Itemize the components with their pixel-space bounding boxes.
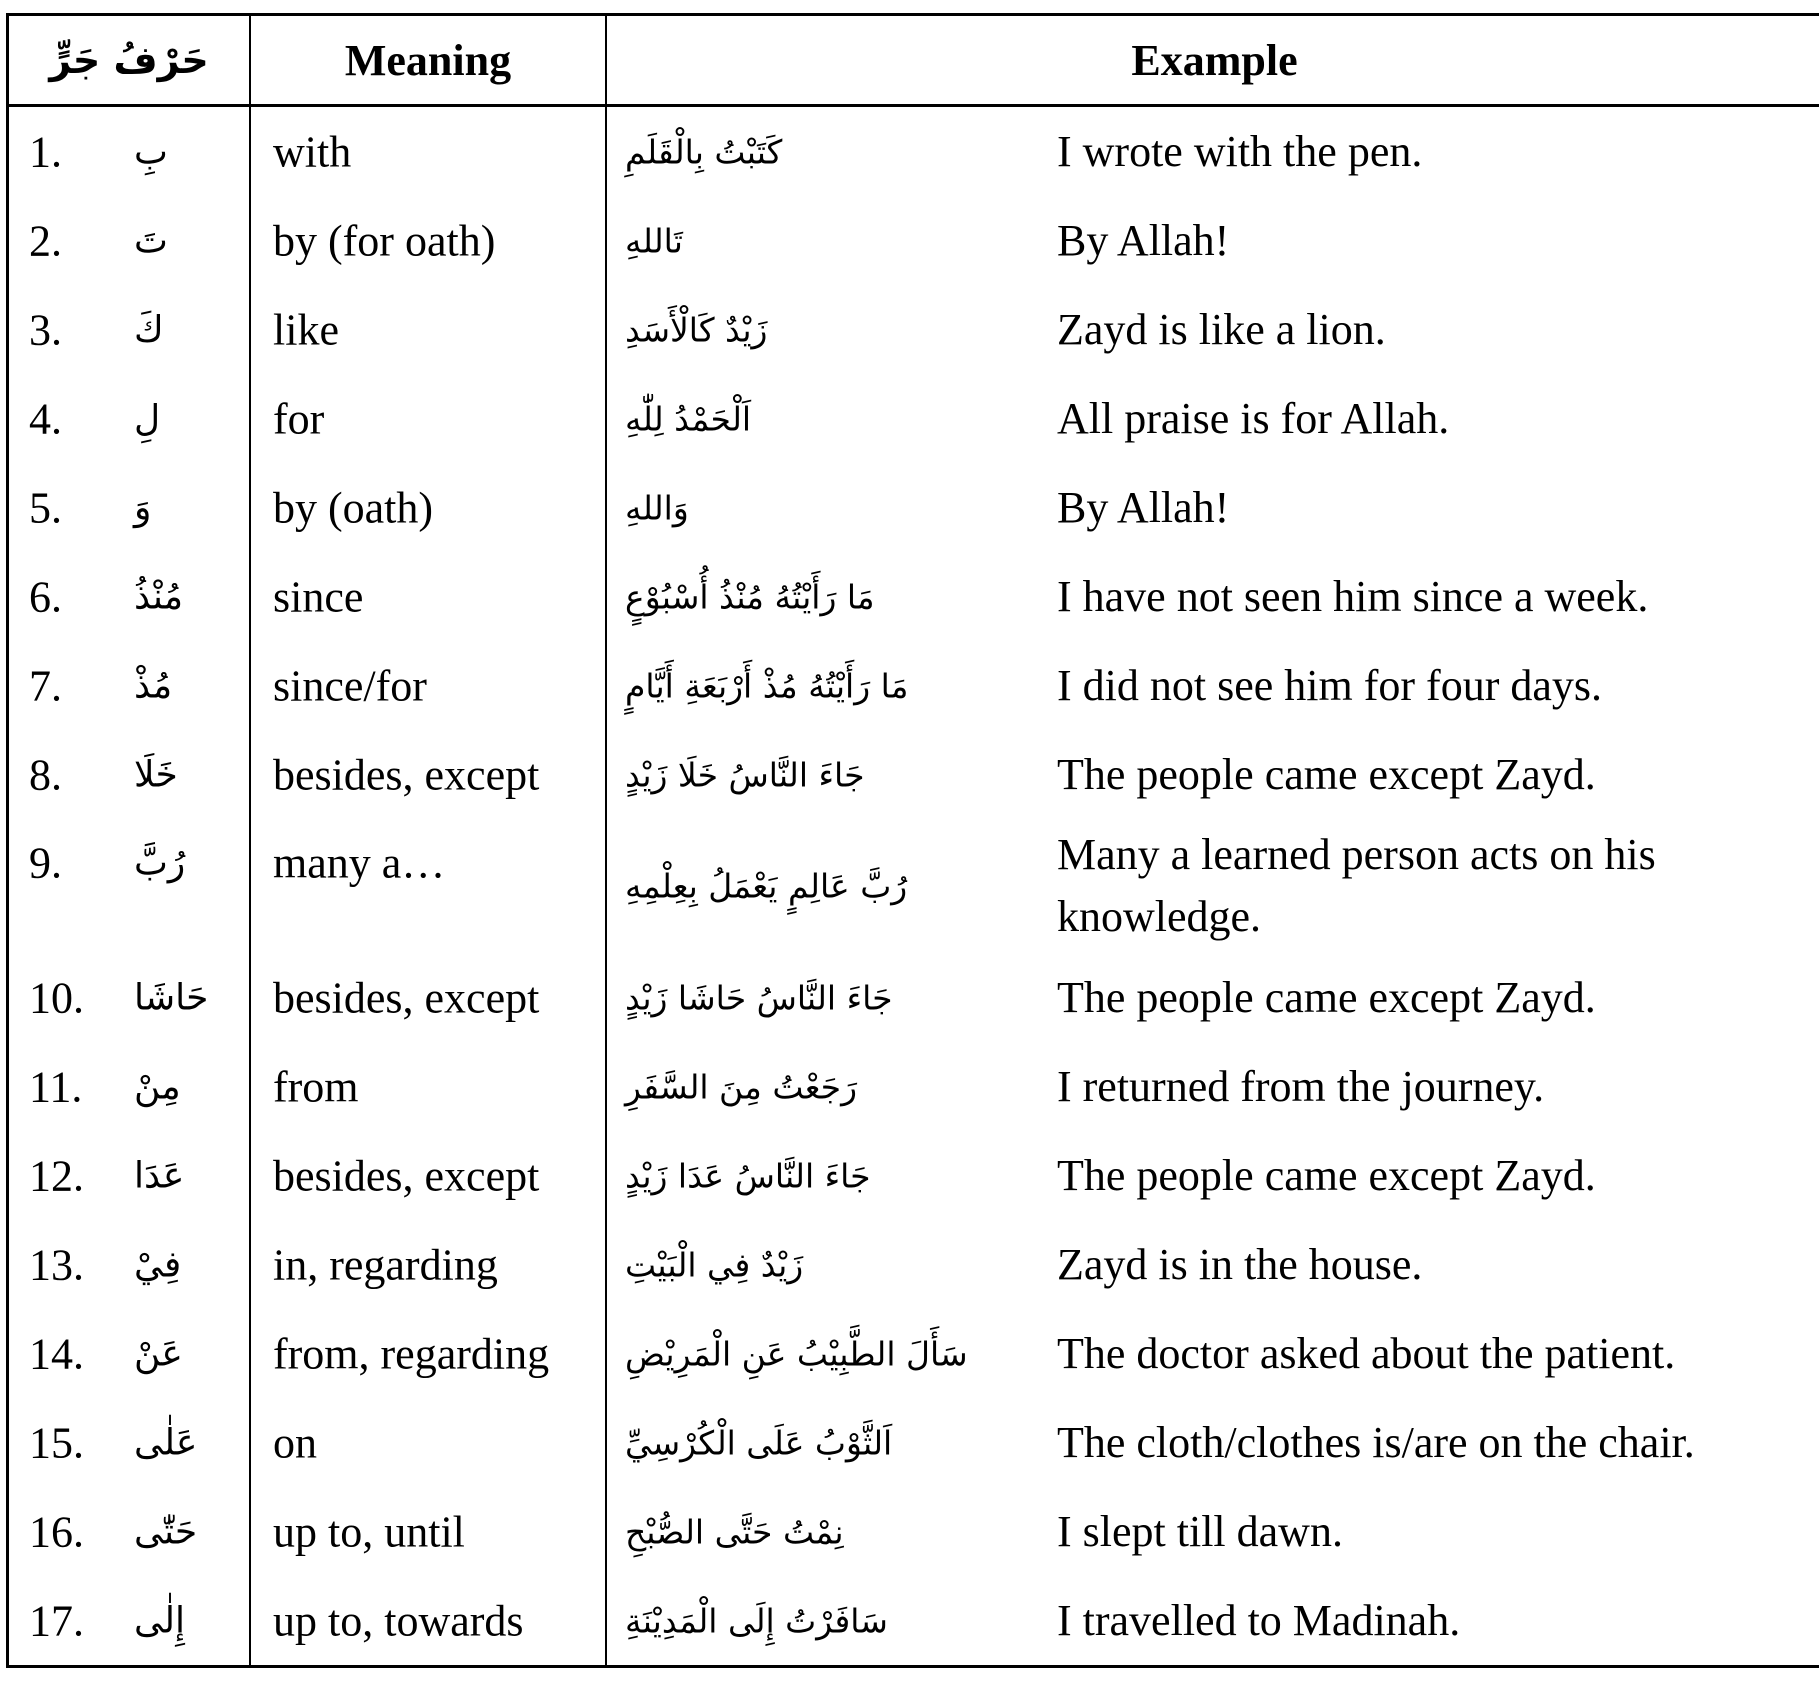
- row-number: 16.: [29, 1507, 84, 1556]
- meaning-text: from, regarding: [273, 1329, 550, 1378]
- example-arabic: تَاللهِ: [625, 221, 683, 260]
- preposition-letter: وَ: [134, 487, 152, 528]
- preposition-letter: فِيْ: [134, 1244, 182, 1285]
- example-arabic: نِمْتُ حَتَّى الصُّبْحِ: [625, 1512, 844, 1551]
- example-arabic: جَاءَ النَّاسُ خَلَا زَيْدٍ: [625, 755, 865, 794]
- row-number: 15.: [29, 1418, 84, 1467]
- example-arabic: اَلثَّوْبُ عَلَى الْكُرْسِيِّ: [625, 1423, 893, 1462]
- meaning-text: besides, except: [273, 750, 540, 799]
- meaning-text: many a…: [273, 838, 446, 888]
- table-row: [9, 1220, 1819, 1309]
- table-row: [9, 1042, 1819, 1131]
- meaning-text: besides, except: [273, 1151, 540, 1200]
- row-number: 13.: [29, 1240, 84, 1289]
- example-arabic: وَاللهِ: [625, 488, 689, 527]
- table-row: [9, 552, 1819, 641]
- example-arabic: سَافَرْتُ إِلَى الْمَدِيْنَةِ: [625, 1601, 888, 1640]
- example-english: I returned from the journey.: [1057, 1061, 1545, 1111]
- row-number: 17.: [29, 1596, 84, 1645]
- example-english: I slept till dawn.: [1057, 1506, 1343, 1556]
- example-english: The people came except Zayd.: [1057, 749, 1596, 799]
- example-english: Many a learned person acts on his knowledge.: [1057, 830, 1656, 941]
- row-number: 4.: [29, 394, 62, 443]
- example-english: By Allah!: [1057, 482, 1230, 532]
- example-arabic: زَيْدٌ كَالْأَسَدِ: [625, 310, 768, 349]
- meaning-text: up to, until: [273, 1507, 465, 1556]
- preposition-letter: إِلٰى: [134, 1600, 185, 1641]
- meaning-text: from: [273, 1062, 359, 1111]
- prepositions-table: [6, 13, 1819, 1668]
- table-row: [9, 730, 1819, 819]
- row-number: 10.: [29, 973, 84, 1022]
- header-harf-jarr-label: حَرْفُ جَرٍّ: [49, 38, 209, 82]
- row-number: 5.: [29, 483, 62, 532]
- row-number: 3.: [29, 305, 62, 354]
- meaning-text: for: [273, 394, 325, 443]
- header-meaning: [251, 16, 607, 104]
- example-english: Zayd is like a lion.: [1057, 304, 1386, 354]
- example-arabic: اَلْحَمْدُ لِلّٰهِ: [625, 399, 752, 438]
- table-row: [9, 107, 1819, 196]
- preposition-letter: رُبَّ: [134, 842, 186, 884]
- table-row: [9, 1309, 1819, 1398]
- example-english: The doctor asked about the patient.: [1057, 1328, 1676, 1378]
- header-harf-jarr: [9, 16, 251, 104]
- table-row: [9, 285, 1819, 374]
- header-example: [607, 16, 1819, 104]
- row-number: 8.: [29, 750, 62, 799]
- row-number: 14.: [29, 1329, 84, 1378]
- example-english: By Allah!: [1057, 215, 1230, 265]
- header-meaning-label: Meaning: [344, 35, 512, 85]
- meaning-text: since: [273, 572, 364, 621]
- example-arabic: جَاءَ النَّاسُ حَاشَا زَيْدٍ: [625, 978, 893, 1017]
- preposition-letter: تَ: [134, 220, 168, 261]
- header-example-label: Example: [1131, 35, 1298, 85]
- table-row: [9, 196, 1819, 285]
- row-number: 9.: [29, 838, 62, 888]
- preposition-letter: مُذْ: [134, 665, 173, 706]
- example-english: The people came except Zayd.: [1057, 1150, 1596, 1200]
- table-row: [9, 463, 1819, 552]
- table-header: [9, 16, 1819, 107]
- meaning-text: besides, except: [273, 973, 540, 1022]
- example-english: The people came except Zayd.: [1057, 972, 1596, 1022]
- preposition-letter: مِنْ: [134, 1066, 181, 1107]
- table-row: [9, 374, 1819, 463]
- preposition-letter: بِ: [134, 131, 168, 172]
- example-english: I did not see him for four days.: [1057, 660, 1602, 710]
- preposition-letter: عَلٰى: [134, 1422, 198, 1463]
- meaning-text: like: [273, 305, 339, 354]
- row-number: 2.: [29, 216, 62, 265]
- meaning-text: since/for: [273, 661, 427, 710]
- meaning-text: in, regarding: [273, 1240, 498, 1289]
- example-arabic: كَتَبْتُ بِالْقَلَمِ: [625, 132, 783, 171]
- preposition-letter: خَلَا: [134, 754, 178, 795]
- example-english: I have not seen him since a week.: [1057, 571, 1649, 621]
- meaning-text: on: [273, 1418, 317, 1467]
- example-english: The cloth/clothes is/are on the chair.: [1057, 1417, 1695, 1467]
- example-arabic: رُبَّ عَالِمٍ يَعْمَلُ بِعِلْمِهِ: [625, 866, 908, 906]
- preposition-letter: حَتّٰى: [134, 1511, 198, 1552]
- example-arabic: جَاءَ النَّاسُ عَدَا زَيْدٍ: [625, 1156, 871, 1195]
- table-row: [9, 1576, 1819, 1665]
- example-arabic: رَجَعْتُ مِنَ السَّفَرِ: [625, 1067, 857, 1106]
- example-english: I travelled to Madinah.: [1057, 1595, 1461, 1645]
- table-row: [9, 1487, 1819, 1576]
- example-english: I wrote with the pen.: [1057, 126, 1423, 176]
- preposition-letter: مُنْذُ: [134, 576, 184, 617]
- row-number: 7.: [29, 661, 62, 710]
- table-row: [9, 641, 1819, 730]
- example-arabic: مَا رَأَيْتُهُ مُذْ أَرْبَعَةِ أَيَّامٍ: [625, 666, 909, 705]
- example-english: Zayd is in the house.: [1057, 1239, 1423, 1289]
- meaning-text: by (for oath): [273, 216, 496, 265]
- preposition-letter: كَ: [134, 309, 164, 350]
- row-number: 1.: [29, 127, 62, 176]
- table-row: [9, 953, 1819, 1042]
- preposition-letter: عَدَا: [134, 1155, 185, 1196]
- row-number: 12.: [29, 1151, 84, 1200]
- example-arabic: مَا رَأَيْتُهُ مُنْذُ أُسْبُوْعٍ: [625, 577, 875, 616]
- table-row: [9, 1398, 1819, 1487]
- table-row: [9, 819, 1819, 953]
- meaning-text: up to, towards: [273, 1596, 524, 1645]
- row-number: 11.: [29, 1062, 83, 1111]
- preposition-letter: حَاشَا: [134, 977, 209, 1018]
- example-english: All praise is for Allah.: [1057, 393, 1450, 443]
- example-arabic: سَأَلَ الطَّبِيْبُ عَنِ الْمَرِيْضِ: [625, 1334, 968, 1373]
- meaning-text: with: [273, 127, 352, 176]
- meaning-text: by (oath): [273, 483, 434, 532]
- preposition-letter: لِ: [134, 398, 161, 439]
- preposition-letter: عَنْ: [134, 1333, 183, 1374]
- example-arabic: زَيْدٌ فِي الْبَيْتِ: [625, 1245, 804, 1284]
- table-row: [9, 1131, 1819, 1220]
- row-number: 6.: [29, 572, 62, 621]
